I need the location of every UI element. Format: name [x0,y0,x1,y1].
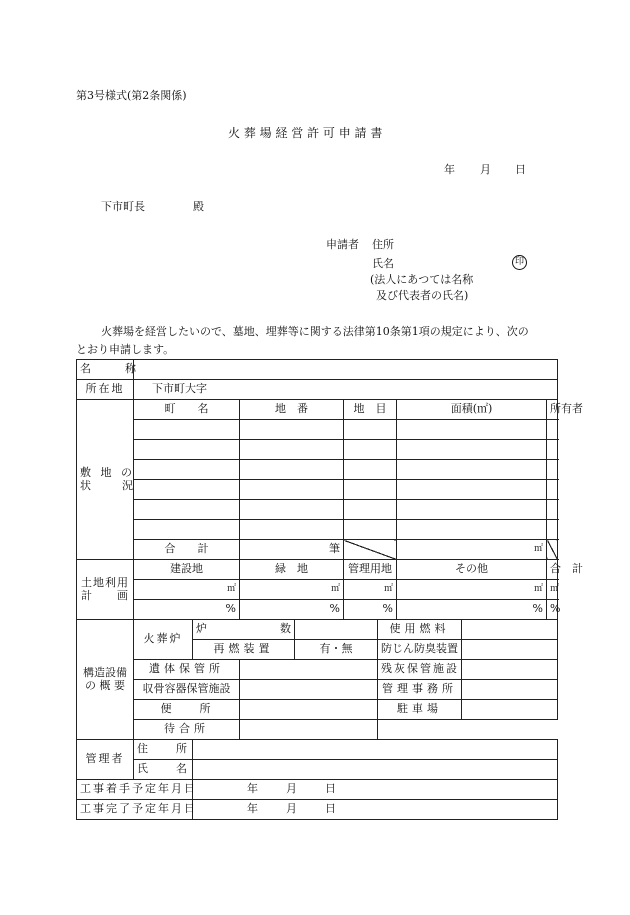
land-use-header-admin: 管理用地 [344,560,397,580]
end-date-row [77,800,558,820]
site-row [77,480,558,500]
location-field[interactable]: 下市町大字 [134,380,558,400]
urn-field[interactable] [240,680,378,700]
addressee-name: 下市町長 [101,200,145,213]
start-date-row [77,780,558,800]
waiting-field[interactable] [240,720,378,740]
office-field[interactable] [462,680,558,700]
manager-name-label: 氏 名 [134,760,193,780]
parking-field[interactable] [462,700,558,720]
applicant-note-1: (法人にあつては名称 [370,273,474,286]
page-title: 火 葬 場 経 営 許 可 申 請 書 [228,126,383,140]
land-use-header-green: 緑 地 [240,560,344,580]
end-date-label: 工事完了予定年月日 [77,800,193,820]
fuel-field[interactable] [462,620,558,640]
site-header-area: 面積(㎡) [397,400,547,420]
site-row [77,500,558,520]
addressee-honorific: 殿 [193,200,204,213]
land-use-pct-row: % % % % % [77,600,558,620]
furnace-count-label: 炉 数 [193,620,295,640]
land-use-header-other: その他 [397,560,547,580]
fuel-label: 使用燃料 [378,620,462,640]
body-text-1: 火葬場を経営したいので、墓地、埋葬等に関する法律第10条第1項の規定により、次の [101,325,529,338]
row-location [77,380,558,400]
site-total-area[interactable]: ㎡ [397,540,547,560]
remains-label: 遺体保管所 [134,660,240,680]
toilet-field[interactable] [240,700,378,720]
location-label: 所在地 [77,380,134,400]
site-row [77,460,558,480]
row-name [77,360,558,380]
land-use-label: 土地利用 計 画 [77,560,134,620]
site-status-label: 敷 地 の 状 況 [77,400,134,560]
manager-row-1 [77,740,558,760]
site-header-lot: 地 番 [240,400,344,420]
furnace-label: 火葬炉 [134,620,193,660]
land-use-m2-row: ㎡ ㎡ ㎡ ㎡ ㎡ [77,580,558,600]
land-use-header-row [77,560,558,580]
site-header-owner: 所有者 [547,400,558,420]
applicant-label: 申請者 [326,238,359,251]
manager-name-field[interactable] [193,760,558,780]
applicant-address-label: 住所 [372,238,394,251]
deodorize-field[interactable] [462,640,558,660]
structure-row-3 [77,660,558,680]
reburn-yes-no[interactable]: 有・無 [295,640,378,660]
application-table [76,359,583,820]
land-use-header-total: 合 計 [547,560,558,580]
site-header-town: 町 名 [134,400,240,420]
site-total-category-blank [344,540,397,560]
site-row [77,420,558,440]
site-total-lots[interactable]: 筆 [240,540,344,560]
date-year: 年 [444,163,455,176]
manager-address-label: 住 所 [134,740,193,760]
structure-label: 構造設備 の 概 要 [77,620,134,740]
structure-row-4 [77,680,558,700]
form-number: 第3号様式(第2条関係) [76,89,187,102]
manager-label: 管理者 [77,740,134,780]
site-header-row [77,400,558,420]
site-total-row [77,540,558,560]
site-row [77,520,558,540]
site-total-owner-blank [547,540,558,560]
site-row [77,440,558,460]
land-use-header-building: 建設地 [134,560,240,580]
name-label: 名 称 [77,360,134,380]
site-total-label: 合 計 [134,540,240,560]
office-label: 管理事務所 [378,680,462,700]
deodorize-label: 防じん防臭装置 [378,640,462,660]
remains-field[interactable] [240,660,378,680]
start-date-label: 工事着手予定年月日 [77,780,193,800]
applicant-note-2: 及び代表者の氏名) [376,289,469,302]
date-day: 日 [515,163,526,176]
ash-label: 残灰保管施設 [378,660,462,680]
toilet-label: 便 所 [134,700,240,720]
furnace-row-1 [77,620,558,640]
manager-row-2 [77,760,558,780]
furnace-count-field[interactable] [295,620,378,640]
structure-row-5 [77,700,558,720]
name-field[interactable] [134,360,558,380]
applicant-name-label: 氏名 [372,257,394,270]
parking-label: 駐車場 [378,700,462,720]
urn-label: 収骨容器保管施設 [134,680,240,700]
reburn-label: 再燃装置 [193,640,295,660]
ash-field[interactable] [462,660,558,680]
seal-stamp: 印 [512,254,527,270]
start-date-field[interactable]: 年 月 日 [193,780,558,800]
end-date-field[interactable]: 年 月 日 [193,800,558,820]
structure-row-6 [77,720,558,740]
site-header-category: 地 目 [344,400,397,420]
manager-address-field[interactable] [193,740,558,760]
waiting-label: 待合所 [134,720,240,740]
body-text-2: とおり申請します。 [76,343,175,356]
date-month: 月 [480,163,491,176]
